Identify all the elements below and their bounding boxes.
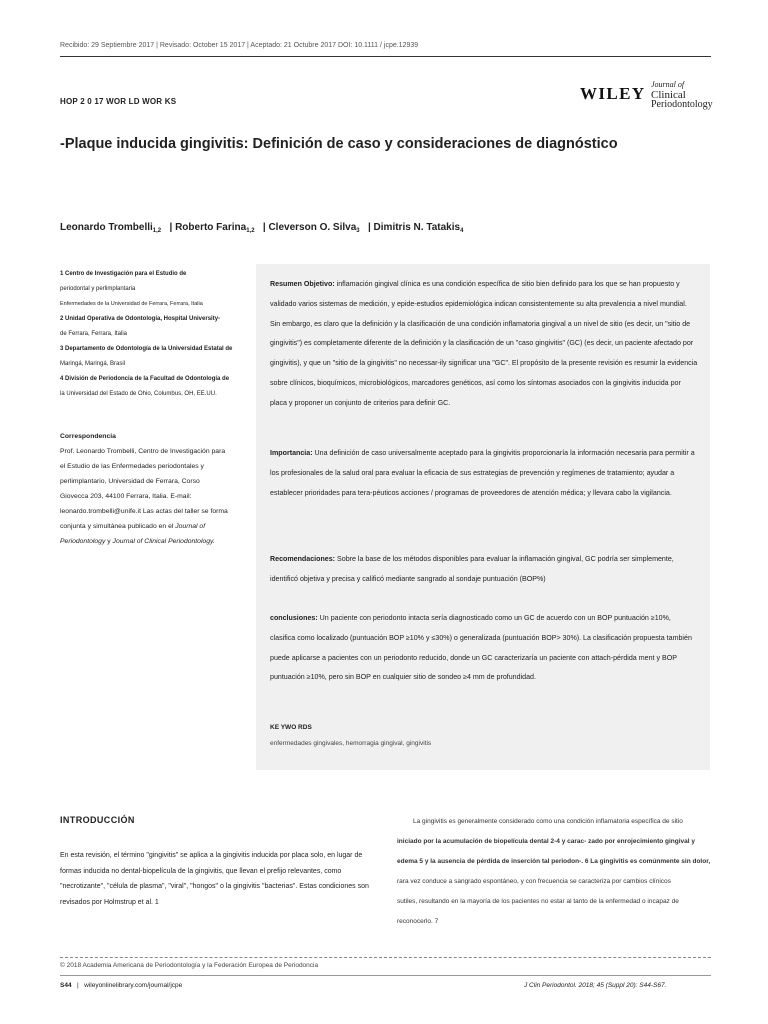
abstract-recommendations-label: Recomendaciones: [270, 555, 336, 563]
publisher-logo: WILEY [580, 84, 646, 103]
abstract-conclusions-label: conclusiones: [270, 614, 318, 622]
journal-logo-line2: Clinical [651, 89, 686, 101]
journal-name: Periodontology [60, 538, 106, 545]
author-name: Cleverson O. Silva [268, 222, 357, 233]
correspondence-line: leonardo.trombelli@unife.it Las actas del taller se forma [60, 508, 228, 515]
journal-name: Journal of [175, 523, 206, 530]
author-name: Roberto Farina [175, 222, 247, 233]
footer-rule [60, 975, 711, 976]
footer-rule [60, 957, 711, 958]
section-heading: INTRODUCCIÓN [60, 815, 135, 825]
workshop-label: HOP 2 0 17 WOR LD WOR KS [60, 97, 177, 106]
received-dates: Recibido: 29 Septiembre 2017 | Revisado: October 15 2017 | Aceptado: 21 Octubre 2017 DOI: 10.1111 / jcpe.12939 [60, 42, 419, 49]
correspondence-text: conjunta y simultánea publicado en el [60, 523, 176, 530]
affiliations [60, 267, 250, 402]
abstract-importance-text: Una definición de caso universalmente aceptado para la gingivitis proporcionaría la información necesaria para permitir a los profesionales de la salud oral para evaluar la eficacia de sus estrategias de prevención y regímenes de tratamiento; ayudar a establecer prioridades para tera-péuticos acciones / programas de proveedores de atención médica; y llevara cabo la vigilancia. [270, 449, 695, 497]
affiliation-line: 1 Centro de Investigación para el Estudio de [60, 271, 187, 277]
author-affil: 1,2 [246, 228, 255, 234]
author-list: Leonardo Trombelli$^{1,2}$ | Roberto Farina$^{1,2}$ | Cleverson O. Silva$^3$ | Dimitris N. Tatakis$^4$ [60, 222, 464, 234]
keywords-heading: KE YWO RDS [270, 724, 312, 731]
journal-name: Journal of Clinical Periodontology. [112, 538, 215, 545]
author-affil: 4 [460, 228, 464, 234]
intro-left-paragraph: En esta revisión, el término "gingivitis" se aplica a la gingivitis inducida por placa solo, en lugar de formas inducida no dental-biopelícula de la gingivitis, que llevan el prefijo relevantes, como "necrotizante", "célula de plasma", "viral", "hongos" o la gingivitis "bacterias". Estas condiciones son revisados por Holmstrup et al. 1 [60, 852, 369, 906]
paragraph-line: La gingivitis es generalmente considerado como una condición inflamatoria específica de sitio [413, 818, 683, 825]
intro-right-paragraph [397, 812, 715, 932]
citation: J Clin Periodontol. 2018; 45 (Suppl 20): S44-S67. [524, 982, 667, 989]
paragraph-line: reconocerlo. 7 [397, 918, 439, 925]
journal-logo [651, 80, 713, 110]
author-name: Leonardo Trombelli [60, 222, 153, 233]
affiliation-line: Enfermedades de la Universidad de Ferrara, Ferrara, Italia [60, 301, 203, 307]
abstract-objective-text: inflamación gingival clínica es una condición específica de sitio bien definido para los que se han propuesto y validado varios sistemas de medición, y epide-estudios epidemiológica indican consistentemente su alta prevalencia a nivel mundial. Sin embargo, es claro que la definición y la clasificación de una condición inflamatoria gingival a un nivel de sitio (es decir, un "sitio de gingivitis") es completamente diferente de la definición y la clasificación de un "caso gingivitis" (GC) (es decir, un paciente afectado por gingivitis), y que un "sitio de la gingivitis" no necessar-ily significar una "GC". El propósito de la presente revisión es resumir la evidencia sobre clínicos, bioquímicos, microbiológicos, marcadores genéticos, así como los síntomas asociados con la gingivitis inducida por placa y proponer un conjunto de criterios para definir GC. [270, 280, 698, 407]
correspondence-line [60, 519, 250, 534]
abstract-recommendations-text: Sobre la base de los métodos disponibles para evaluar la inflamación gingival, GC podría ser simplemente, identificó objetiva y precisa y calificó mediante sangrado al sondaje puntuación (BOP%) [270, 555, 674, 583]
affiliation-line: 3 Departamento de Odontología de la Universidad Estatal de [60, 346, 233, 352]
author-name: Dimitris N. Tatakis [373, 222, 461, 233]
affiliation-line: de Ferrara, Ferrara, Italia [60, 331, 128, 337]
affiliation-line: Maringá, Maringá, Brasil [60, 361, 126, 367]
abstract-importance-label: Importancia: [270, 449, 313, 457]
footer-separator: | [73, 982, 83, 989]
abstract-objective [270, 275, 698, 414]
article-title: -Plaque inducida gingivitis: Definición de caso y consideraciones de diagnóstico [60, 136, 618, 152]
correspondence [60, 429, 250, 549]
abstract-box [256, 264, 710, 770]
paragraph-line: rara vez conduce a sangrado espontáneo, y con frecuencia se caracteriza por cambios clínicos [397, 878, 671, 885]
journal-logo-line1: Journal of [651, 80, 685, 89]
author-affil: 3 [356, 228, 360, 234]
abstract-recommendations [270, 550, 698, 590]
affiliation-line: 2 Unidad Operativa de Odontología, Hospital University- [60, 316, 221, 322]
affiliation-line: periodontal y perlimplantaria [60, 286, 136, 292]
correspondence-line [60, 534, 250, 549]
abstract-conclusions-text: Un paciente con periodonto intacta sería diagnosticado como un GC de acuerdo con un BOP puntuación ≥10%, clasifica como localizado (puntuación BOP ≥10% y ≤30%) o generalizada (puntuación BOP> 30%). La clasificación propuesta también puede aplicarse a pacientes con un periodonto reducido, donde un GC caracterizaría un paciente con attach-pérdida ment y BOP puntuación ≥10%, pero sin BOP en cualquier sitio de sondeo ≥4 mm de profundidad. [270, 614, 692, 682]
page-number: S44 [60, 982, 72, 989]
author-affil: 1,2 [152, 228, 162, 234]
affiliation-line: la Universidad del Estado de Ohio, Columbus, OH, EE.UU. [60, 391, 217, 397]
correspondence-text: y [105, 538, 113, 545]
abstract-conclusions [270, 609, 698, 688]
correspondence-line: Prof. Leonardo Trombelli, Centro de Investigación para [60, 448, 226, 455]
paragraph-line: edema 5 y la ausencia de pérdida de inserción tal periodon-. 6 La gingivitis es comúnmente sin dolor, [397, 858, 711, 865]
header-rule [60, 56, 711, 57]
copyright: © 2018 Academia Americana de Periodontología y la Federación Europea de Periodoncia [60, 962, 319, 969]
correspondence-line: Giovecca 203, 44100 Ferrara, Italia. E-mail: [60, 493, 192, 500]
abstract-importance [270, 444, 698, 503]
journal-site-link[interactable]: wileyonlinelibrary.com/journal/jcpe [84, 982, 183, 989]
correspondence-line: el Estudio de las Enfermedades periodontales y [60, 463, 204, 470]
paragraph-line: iniciado por la acumulación de biopelícula dental 2-4 y carac- zado por enrojecimiento gingival y [397, 838, 695, 845]
correspondence-heading: Correspondencia [60, 433, 116, 440]
affiliation-line: 4 División de Periodoncia de la Facultad de Odontología de [60, 376, 230, 382]
paragraph-line: sutiles, resultando en la mayoría de los pacientes no estar al tanto de la enfermedad o incapaz de [397, 898, 679, 905]
abstract-objective-label: Resumen Objetivo: [270, 280, 335, 288]
correspondence-line: perlimplantario, Universidad de Ferrara, Corso [60, 478, 200, 485]
journal-logo-line3: Periodontology [651, 99, 713, 110]
keywords-list: enfermedades gingivales, hemorragia gingival, gingivitis [270, 740, 432, 747]
footer-left [60, 982, 182, 989]
